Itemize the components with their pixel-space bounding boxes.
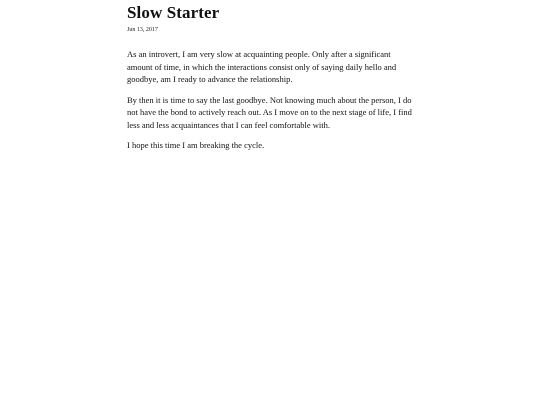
post-body	[127, 48, 417, 152]
post-paragraph: I hope this time I am breaking the cycle.	[127, 140, 265, 150]
post-paragraph: By then it is time to say the last goodbye. Not knowing much about the person, I do not have the bond to actively reach out. As I move on to the next stage of life, I find less and less acquaintances that I can feel comfortable with.	[127, 94, 412, 130]
post-paragraph: As an introvert, I am very slow at acquainting people. Only after a significant amount of time, in which the interactions consist only of saying daily hello and goodbye, am I ready to advance the relationship.	[127, 49, 397, 84]
blog-post	[127, 4, 417, 160]
post-title: Slow Starter	[127, 3, 220, 22]
post-date: Jun 13, 2017	[127, 27, 158, 33]
